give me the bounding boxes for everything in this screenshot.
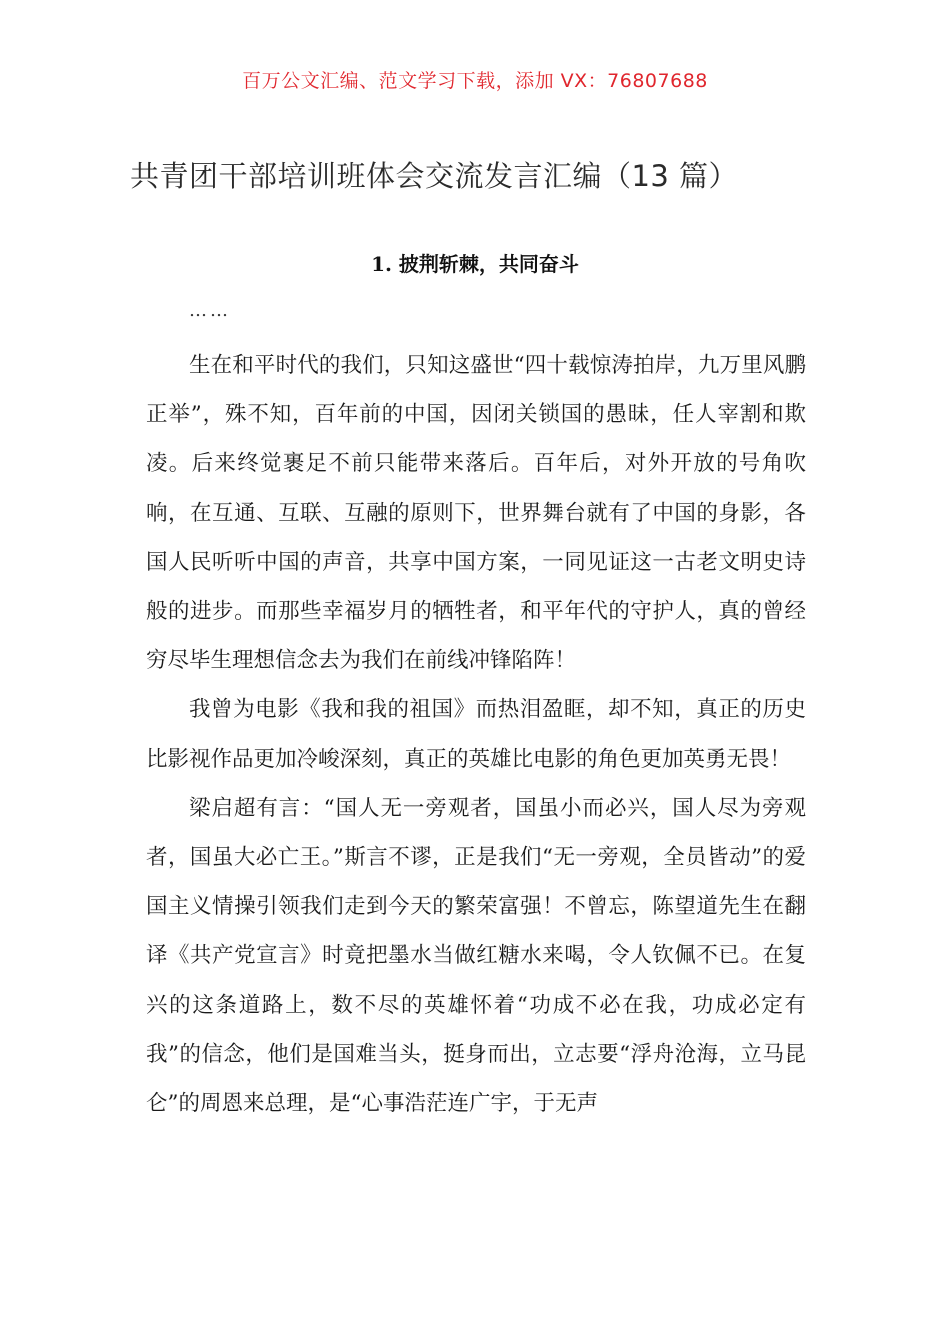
body-text (146, 341, 806, 1128)
ellipsis-marker: …… (189, 300, 231, 321)
section-title: 1. 披荆斩棘，共同奋斗 (371, 252, 579, 276)
paragraph-3: 梁启超有言：“国人无一旁观者，国虽小而必兴，国人尽为旁观者，国虽大必亡王。”斯言不谬，正是我们“无一旁观，全员皆动”的爱国主义情操引领我们走到今天的繁荣富强！不曾忘，陈望道先生在翻译《共产党宣言》时竟把墨水当做红糖水来喝，令人钦佩不已。在复兴的这条道路上，数不尽的英雄怀着“功成不必在我，功成必定有我”的信念，他们是国难当头，挺身而出，立志要“浮舟沧海，立马昆仑”的周恩来总理，是“心事浩茫连广宇，于无声 (146, 795, 806, 1117)
paragraph-2: 我曾为电影《我和我的祖国》而热泪盈眶，却不知，真正的历史比影视作品更加冷峻深刻，真正的英雄比电影的角色更加英勇无畏！ (146, 697, 806, 772)
watermark-banner: 百万公文汇编、范文学习下载，添加 VX：76807688 (242, 70, 708, 92)
paragraph-1: 生在和平时代的我们，只知这盛世“四十载惊涛拍岸，九万里风鹏正举”，殊不知，百年前的中国，因闭关锁国的愚昧，任人宰割和欺凌。后来终觉裹足不前只能带来落后。百年后，对外开放的号角吹响，在互通、互联、互融的原则下，世界舞台就有了中国的身影，各国人民听听中国的声音，共享中国方案，一同见证这一古老文明史诗般的进步。而那些幸福岁月的牺牲者，和平年代的守护人，真的曾经穷尽毕生理想信念去为我们在前线冲锋陷阵！ (146, 353, 806, 674)
document-title: 共青团干部培训班体会交流发言汇编（13 篇） (129, 159, 739, 193)
